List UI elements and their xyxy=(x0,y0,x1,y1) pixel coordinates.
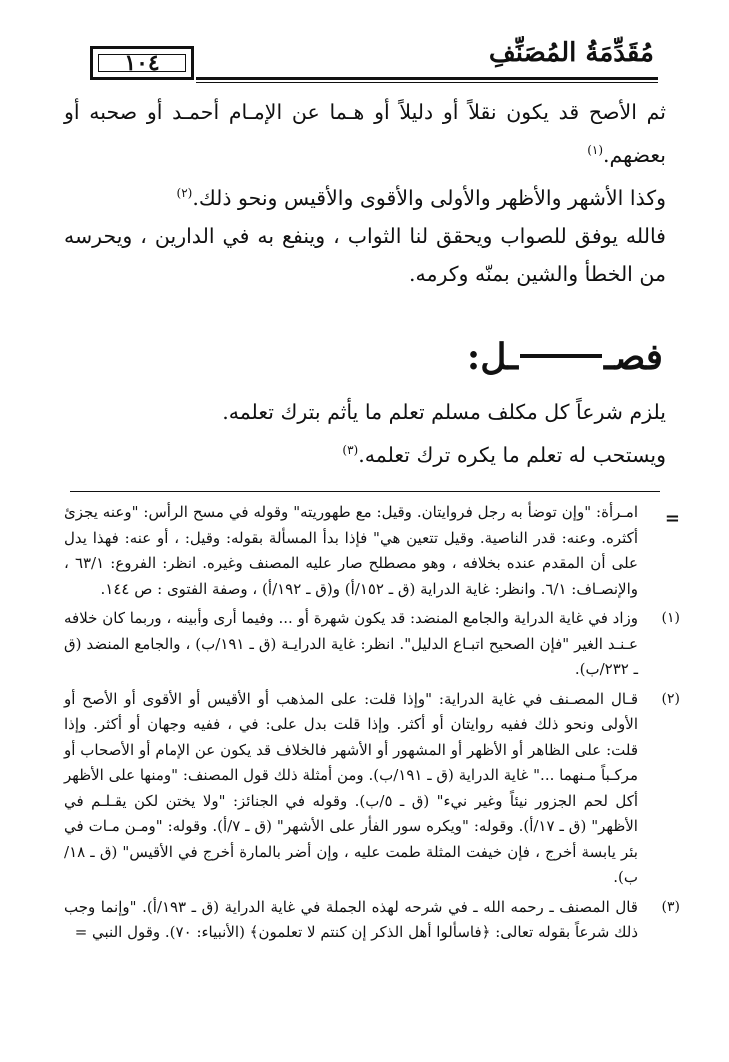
footnote-3-text: قال المصنف ـ رحمه الله ـ في شرحه لهذه الجملة في غاية الدراية (ق ـ ١٩٣/أ). "وإنما وجب ذلك شرعاً بقوله تعالى: ﴿فاسألوا أهل الذكر إن كنتم لا تعلمون﴾ (الأنبياء: ٧٠). وقول النبي = xyxy=(64,897,638,941)
section-line-2 xyxy=(64,431,666,474)
section-heading-start: فصـ xyxy=(604,336,663,378)
section-heading xyxy=(467,336,663,378)
heading-kashida xyxy=(520,354,602,358)
paragraph-2-text: وكذا الأشهر والأظهر والأولى والأقوى والأقيس ونحو ذلك. xyxy=(192,185,666,210)
paragraph-1 xyxy=(64,93,666,174)
footnote-continuation xyxy=(64,500,680,602)
header-rule-thin xyxy=(196,82,658,83)
footnote-2-marker: (٢) xyxy=(661,690,680,707)
footnote-2-text: قـال المصـنف في غاية الدراية: "وإذا قلت: على المذهب أو الأقيس أو الأقوى أو الأصح أو الأولى ونحو ذلك ففيه روايتان أو أكثر. وإذا قلت بدل على: في ، ففيه وجهان أو أكثر. وإذا قلت: على الظاهر أو الأظهر أو المشهور أو الأشهر فالخلاف قد يكون عن الإمام أو الأصحاب أو مركـباً مـنهما ..." غاية الدراية (ق ـ ١٩١/ب). ومن أمثلة ذلك قول المصنف: "ومنها على الأظهر أكل لحم الجزور نيئاً وغير نيء" (ق ـ ٥/ب). وقوله في الجنائز: "ولا يختن لكن يقـلـم في الأظهر" (ق ـ ١٧/أ). وقوله: "ويكره سور الفأر على الأشهر" (ق ـ ٧/أ). وقوله: "ومـن مـات في بئر يابسة أخرج ، فإن خيفت المثلة طمت عليه ، وإن أضر بالمارة أخرج في الأقيس" (ق ـ ١٨/ب). xyxy=(64,689,639,886)
continuation-mark: = xyxy=(664,508,680,529)
footnote-ref-3: (٣) xyxy=(342,443,359,457)
footnotes xyxy=(64,500,680,950)
section-heading-end: ـل: xyxy=(466,336,519,378)
footnote-3 xyxy=(64,895,680,946)
main-text xyxy=(64,93,666,293)
section-line-2-text: ويستحب له تعلم ما يكره ترك تعلمه. xyxy=(358,442,666,467)
footnote-3-marker: (٣) xyxy=(661,898,680,915)
footnote-divider xyxy=(70,491,660,492)
footnote-1 xyxy=(64,606,680,683)
chapter-title: مُقَدِّمَةُ المُصَنِّفِ xyxy=(488,38,654,68)
footnote-continuation-text: امـرأة: "وإن توضأ به رجل فروايتان. وقيل: مع طهوريته" وقوله في مسح الرأس: "وعنه يجزئ أكثره. وعنه: قدر الناصية. وقيل تتعين هي" فإذا بدأ المسألة بقوله: وقيل: ، أو عنه: فهذا يدل على أن المقدم عنده بخلافه ، وهو مصطلح صار عليه المصنف وغيره. انظر: الفروع: ٦٣/١ ، والإنصـاف: ٦/١. وانظر: غاية الدراية (ق ـ ١٥٢/أ) و(ق ـ ١٩٢/أ) ، وصفة الفتوى : ص ١٤٤. xyxy=(64,503,638,598)
section-line-1: يلزم شرعاً كل مكلف مسلم تعلم ما يأثم بترك تعلمه. xyxy=(222,400,666,424)
paragraph-2 xyxy=(64,174,666,217)
page-number: ١٠٤ xyxy=(124,50,160,76)
footnote-1-text: وزاد في غاية الدراية والجامع المنضد: قد يكون شهرة أو ... وفيما أرى وأبينه ، وربما كان خلافه عـنـد الغير "فإن الصحيح اتبـاع الدليل". انظر: غاية الدرايـة (ق ـ ١٩١/ب) ، والجامع المنضد (ق ـ ٢٣٢/ب). xyxy=(64,609,638,678)
footnote-2 xyxy=(64,687,680,891)
page-number-box xyxy=(90,46,194,80)
paragraph-3: فالله يوفق للصواب ويحقق لنا الثواب ، وينفع به في الدارين ، ويحرسه من الخطأ والشين بمنّه وكرمه. xyxy=(64,223,666,286)
footnote-1-marker: (١) xyxy=(661,610,680,626)
header-rule xyxy=(196,77,658,80)
paragraph-1-text: ثم الأصح قد يكون نقلاً أو دليلاً أو هـما عن الإمـام أحمـد أو صحبه أو بعضهم. xyxy=(64,100,666,167)
page-header xyxy=(70,36,658,82)
footnote-ref-2: (٢) xyxy=(176,185,193,200)
section-body xyxy=(64,393,666,474)
footnote-ref-1: (١) xyxy=(587,143,604,157)
